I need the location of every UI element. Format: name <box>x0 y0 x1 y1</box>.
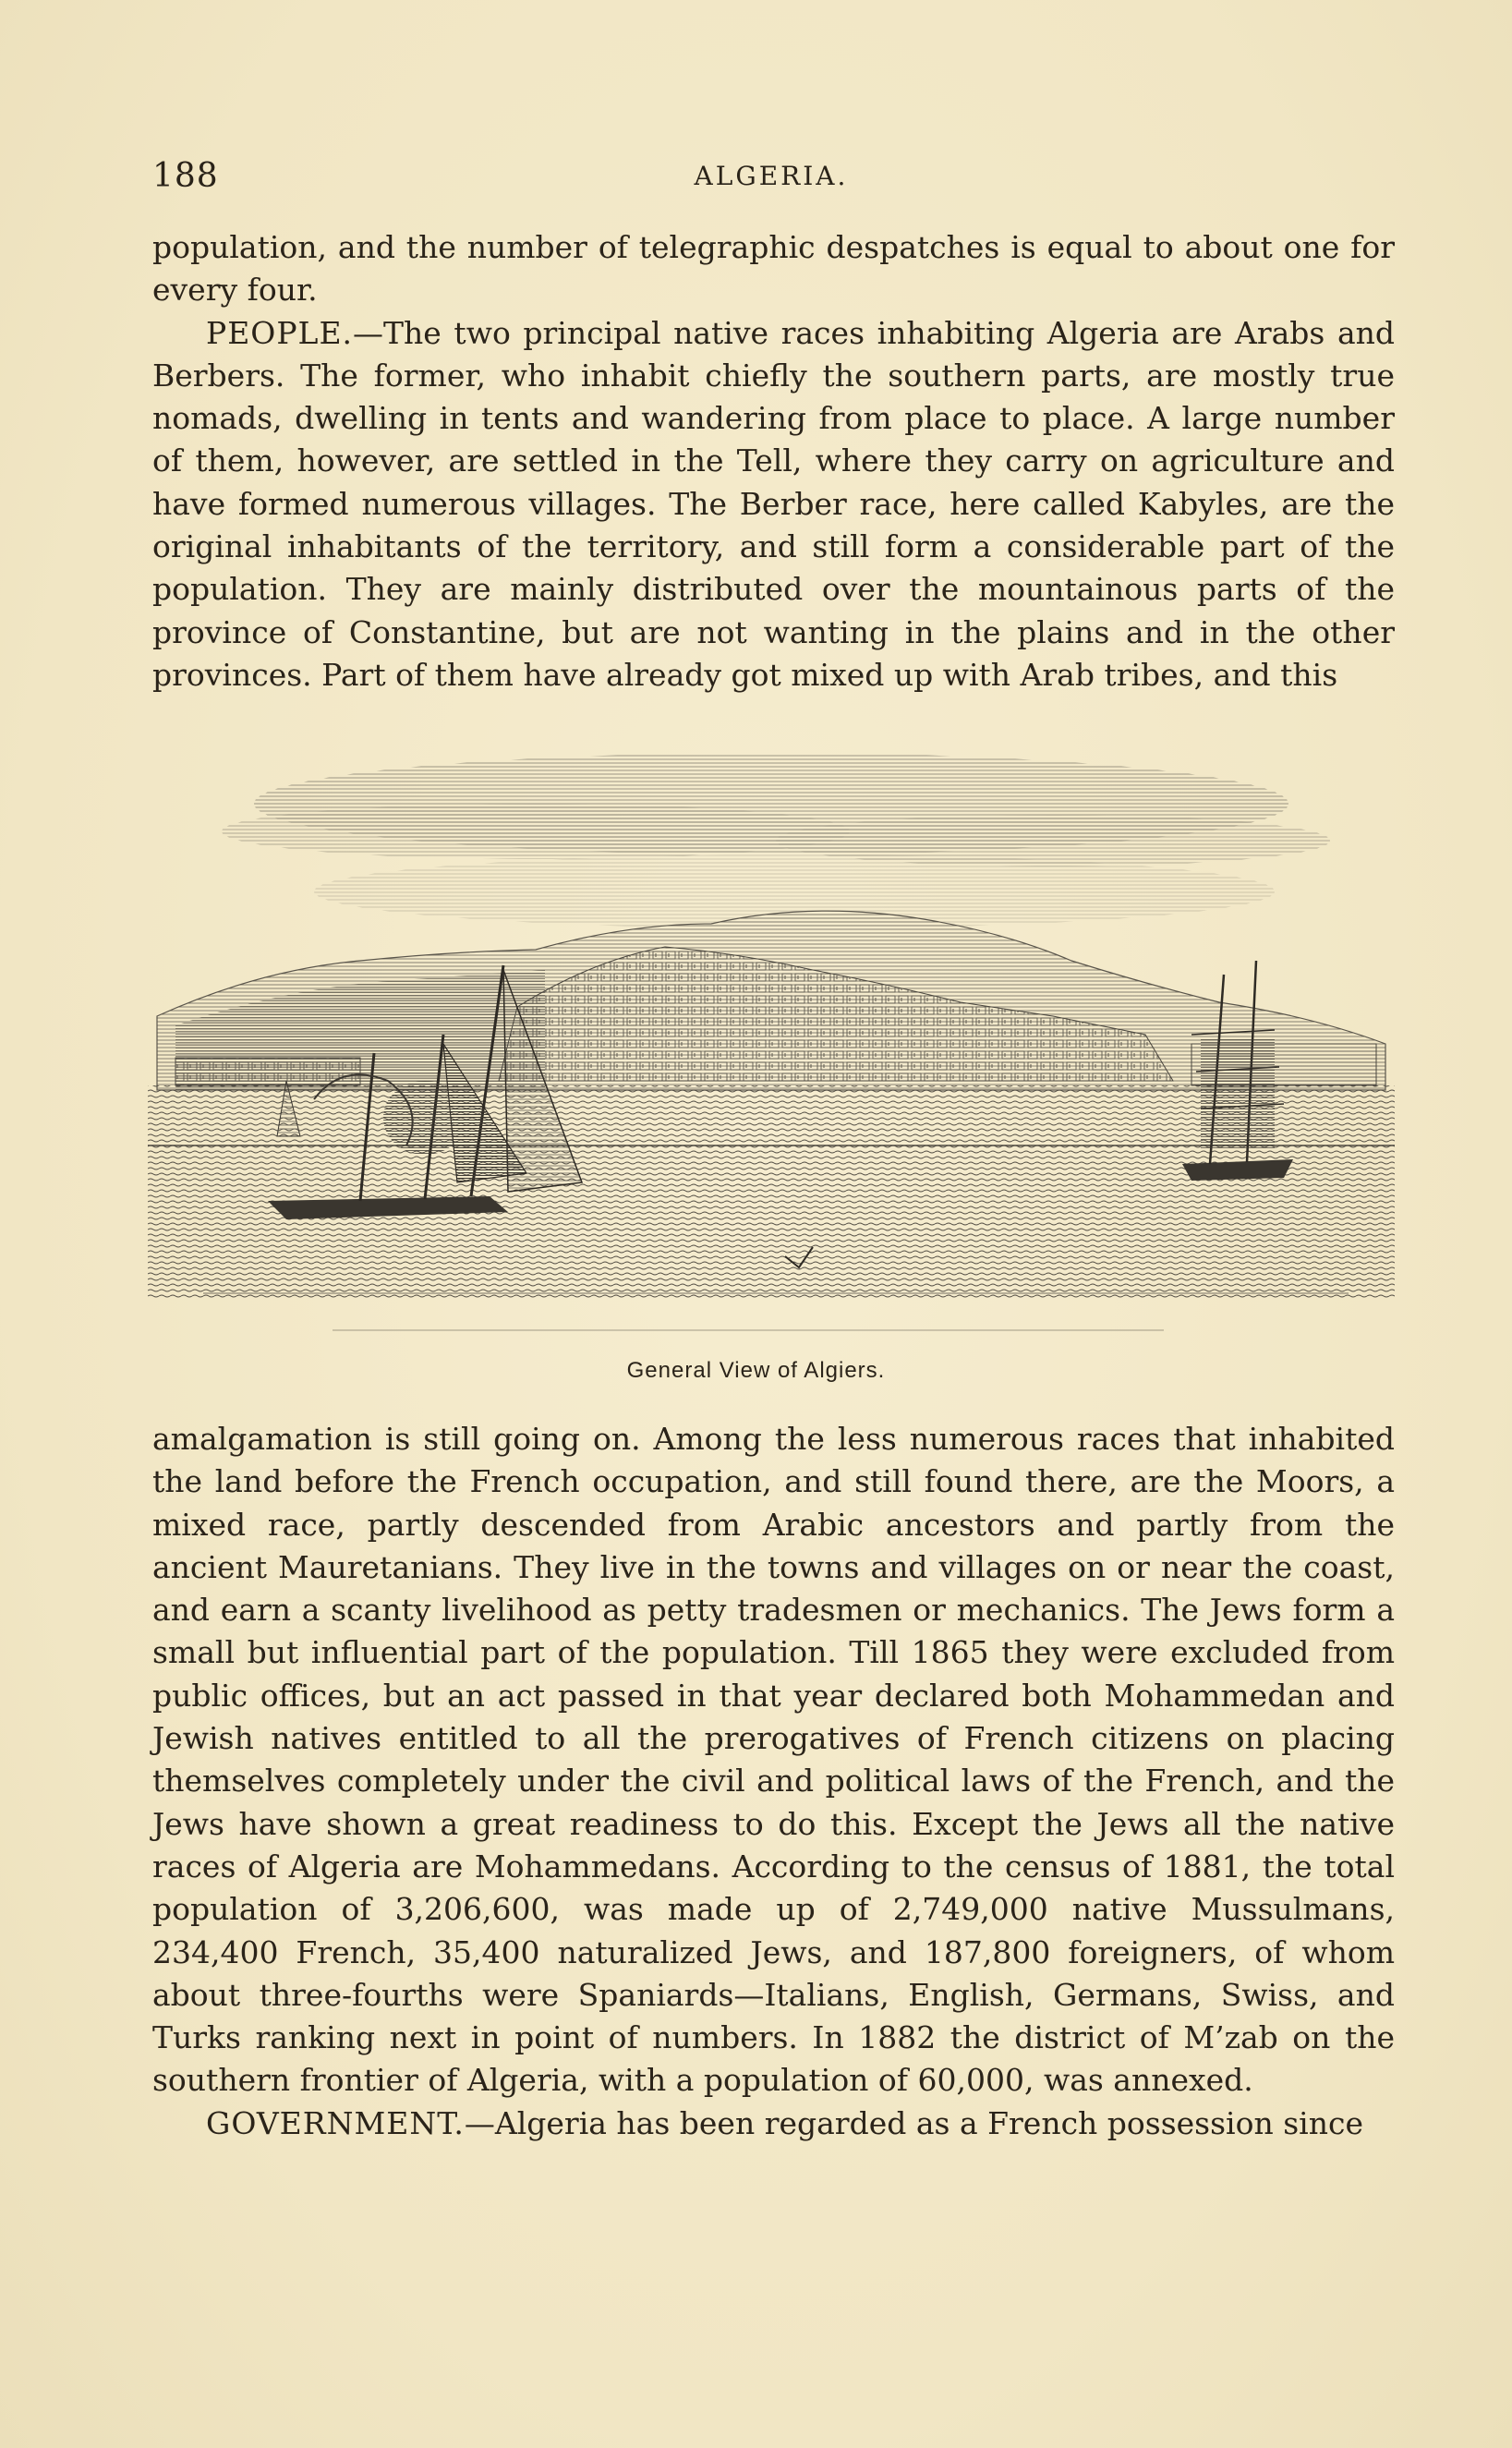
section-lead-people: PEOPLE. <box>206 314 354 351</box>
paragraph-continuation: population, and the number of telegraphic despatches is equal to about one for every four. <box>152 229 1395 309</box>
engraving-illustration <box>148 739 1395 1349</box>
paragraph-amalgamation: amalgamation is still going on. Among the less numerous races that inhabited the land before the French occupation, and still found there, are the Moors, a mixed race, partly descended from Arabic ancestors and partly from the ancient Mauretanians. They live in the towns and villages on or near the coast, and earn a scanty livelihood as petty tradesmen or mechanics. The Jews form a small but influential part of the population. Till 1865 they were excluded from public offices, but an act passed in that year declared both Mohammedan and Jewish natives entitled to all the prerogatives of French citizens on placing themselves completely under the civil and political laws of the French, and the Jews have shown a great readiness to do this. Except the Jews all the native races of Algeria are Mohammedans. According to the census of 1881, the total population of 3,206,600, was made up of 2,749,000 native Mussulmans, 234,400 French, 35,400 naturalized Jews, and 187,800 foreigners, of whom about three-fourths were Spaniards—Italians, English, Germans, Swiss, and Turks ranking next in point of numbers. In 1882 the district of M’zab on the southern frontier of Algeria, with a population of 60,000, was annexed. <box>152 1421 1395 2099</box>
paragraph-people-body: —The two principal native races inhabiting Algeria are Arabs and Berbers. The former, who inhabit chiefly the southern parts, are mostly true nomads, dwelling in tents and wandering from place to place. A large number of them, however, are settled in the Tell, where they carry on agriculture and have formed numerous villages. The Berber race, here called Kabyles, are the original inhabitants of the territory, and still form a considerable part of the population. They are mainly distributed over the mountainous parts of the province of Constantine, but are not wanting in the plains and in the other provinces. Part of them have already got mixed up with Arab tribes, and this <box>152 314 1395 693</box>
paragraph-people <box>152 312 1395 697</box>
paragraph-government-body: —Algeria has been regarded as a French possession since <box>464 2104 1363 2141</box>
page-header <box>152 157 1390 203</box>
running-head: ALGERIA. <box>694 161 849 191</box>
paragraph-government <box>152 2103 1395 2145</box>
body-text-top <box>152 226 1395 697</box>
sky-clouds <box>222 753 1330 928</box>
section-lead-government: GOVERNMENT. <box>206 2104 465 2141</box>
body-text-bottom <box>152 1418 1395 2145</box>
figure-caption: General View of Algiers. <box>626 1358 886 1383</box>
page-number: 188 <box>152 157 219 195</box>
engraving-general-view-of-algiers <box>148 739 1395 1349</box>
